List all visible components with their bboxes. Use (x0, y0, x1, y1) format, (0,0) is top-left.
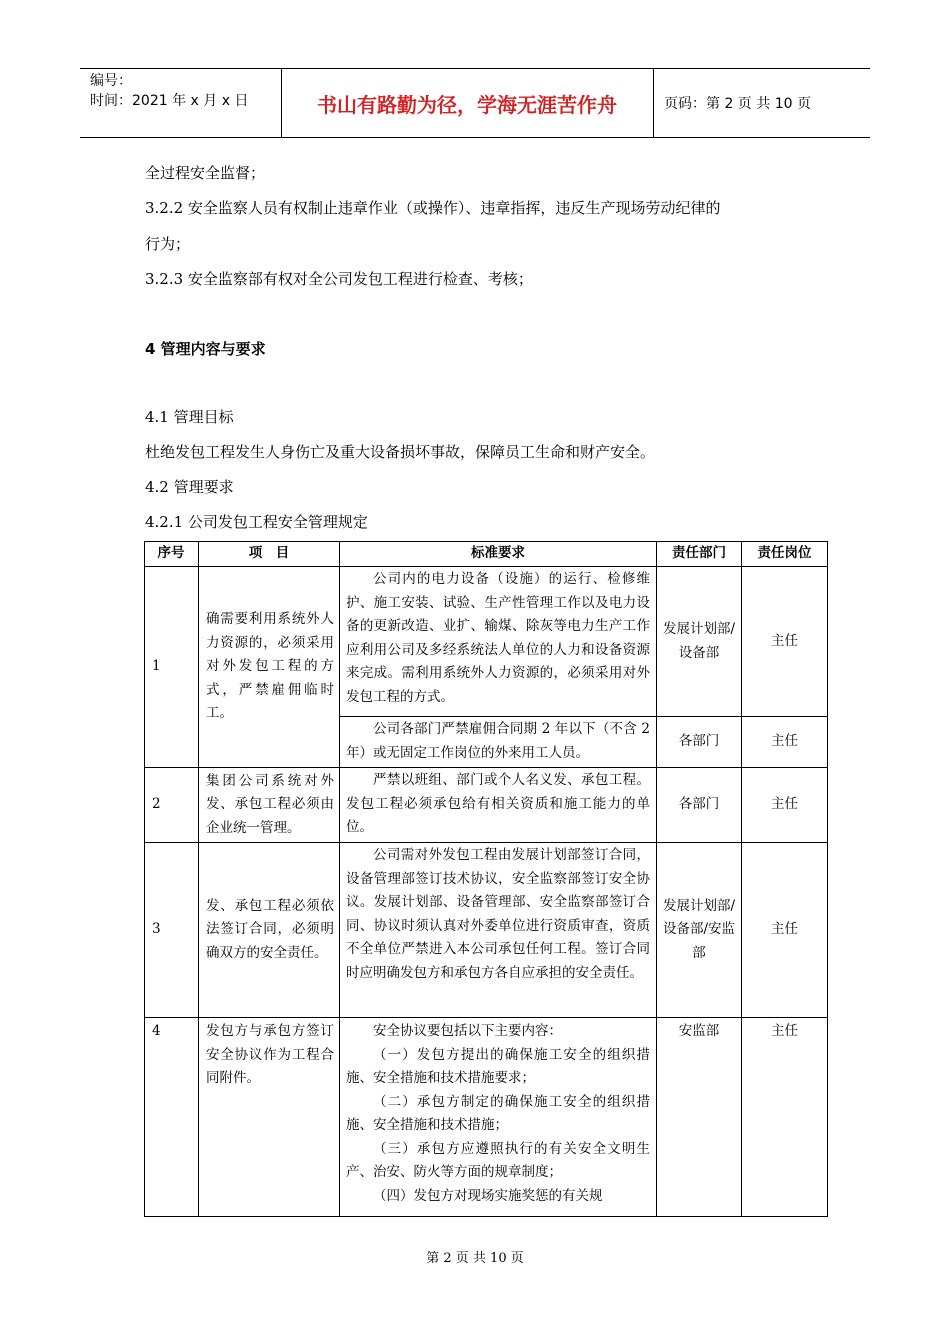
row-dept: 各部门 (678, 733, 720, 750)
row-post: 主任 (771, 632, 798, 649)
paragraph: 杜绝发包工程发生人身伤亡及重大设备损坏事故，保障员工生命和财产安全。 (145, 443, 656, 461)
row-dept: 各部门 (678, 796, 720, 813)
row-item (206, 567, 334, 767)
row-item-text: 集团公司系统对外发、承包工程必须由企业统一管理。 (206, 772, 334, 836)
col-header-item: 项 目 (248, 544, 290, 561)
row-item (206, 768, 334, 842)
row-item-text: 发、承包工程必须依法签订合同，必须明确双方的安全责任。 (206, 897, 334, 961)
requirements-table (144, 541, 828, 1217)
row-dept: 发展计划部/设备部 (662, 621, 736, 661)
row-post: 主任 (771, 796, 798, 813)
table-border (144, 541, 145, 1217)
row-dept: 发展计划部/设备部/安监部 (662, 897, 736, 961)
header-page-info: 页码：第 2 页 共 10 页 (664, 96, 811, 112)
requirement-line: （三）承包方应遵照执行的有关安全文明生产、治安、防火等方面的规章制度； (346, 1140, 650, 1180)
row-number: 3 (152, 921, 161, 938)
header-divider (653, 69, 654, 137)
col-header-no: 序号 (157, 544, 185, 561)
col-header-requirement: 标准要求 (471, 544, 525, 561)
header-number: 编号： (90, 73, 132, 89)
requirement-line: （四）发包方对现场实施奖惩的有关规 (373, 1187, 603, 1204)
col-header-post: 责任岗位 (757, 544, 812, 561)
page-footer (0, 1247, 950, 1266)
row-item-text: 确需要利用系统外人力资源的，必须采用对外发包工程的方式，严禁雇佣临时工。 (206, 611, 334, 722)
requirement-line: （一）发包方提出的确保施工安全的组织措施、安全措施和技术措施要求； (346, 1046, 650, 1086)
row-requirement: 公司内的电力设备（设施）的运行、检修维护、施工安装、试验、生产性管理工作以及电力设备的更新改造、业扩、输煤、除灰等电力生产工作应利用公司及多经系统法人单位的人力和设备资源来完成。需利用系统外人力资源的，必须采用对外发包工程的方式。 (346, 571, 650, 705)
paragraph: 3.2.2 安全监察人员有权制止违章作业（或操作）、违章指挥，违反生产现场劳动纪律的 (145, 199, 721, 217)
table-border (339, 541, 340, 1217)
section-heading: 4 管理内容与要求 (145, 340, 266, 358)
row-number: 2 (152, 796, 161, 813)
row-requirement (346, 1020, 650, 1216)
table-border (827, 541, 828, 1217)
header-meta (90, 71, 248, 111)
table-border (198, 541, 199, 1217)
subsection-heading: 4.1 管理目标 (145, 408, 234, 426)
row-requirement: 公司需对外发包工程由发展计划部签订合同，设备管理部签订技术协议，安全监察部签订安全协议。发展计划部、设备管理部、安全监察部签订合同、协议时须认真对外委单位进行资质审查，资质不全单位严禁进入本公司承包任何工程。签订合同时应明确发包方和承包方各自应承担的安全责任。 (346, 847, 650, 981)
row-item: 发包方与承包方签订安全协议作为工程合同附件。 (206, 1023, 334, 1086)
row-number: 4 (152, 1023, 161, 1039)
paragraph: 3.2.3 安全监察部有权对全公司发包工程进行检查、考核； (145, 270, 533, 288)
row-requirement: 公司各部门严禁雇佣合同期 2 年以下（不含 2 年）或无固定工作岗位的外来用工人员。 (346, 721, 650, 761)
row-post: 主任 (771, 921, 798, 938)
subsection-heading: 4.2 管理要求 (145, 478, 234, 496)
row-number: 1 (152, 658, 161, 675)
table-border (656, 541, 657, 1217)
paragraph: 行为； (145, 235, 191, 253)
row-dept: 安监部 (678, 1023, 720, 1039)
table-border (144, 1216, 828, 1217)
header-motto: 书山有路勤为径，学海无涯苦作舟 (317, 92, 617, 117)
subsection-heading: 4.2.1 公司发包工程安全管理规定 (145, 513, 368, 531)
footer-page-number: 第 2 页 共 10 页 (426, 1251, 524, 1266)
row-item (206, 843, 334, 1017)
header-time: 时间：2021 年 x 月 x 日 (90, 93, 249, 109)
row-post: 主任 (771, 733, 798, 750)
row-post: 主任 (771, 1023, 798, 1039)
page-header (80, 68, 870, 138)
row-requirement: 严禁以班组、部门或个人名义发、承包工程。发包工程必须承包给有相关资质和施工能力的单位。 (346, 772, 650, 835)
requirement-line: 安全协议要包括以下主要内容： (373, 1023, 562, 1039)
table-border (144, 1017, 828, 1018)
paragraph: 全过程安全监督； (145, 164, 266, 182)
col-header-dept: 责任部门 (672, 544, 726, 561)
requirement-line: （二）承包方制定的确保施工安全的组织措施、安全措施和技术措施； (346, 1093, 650, 1133)
